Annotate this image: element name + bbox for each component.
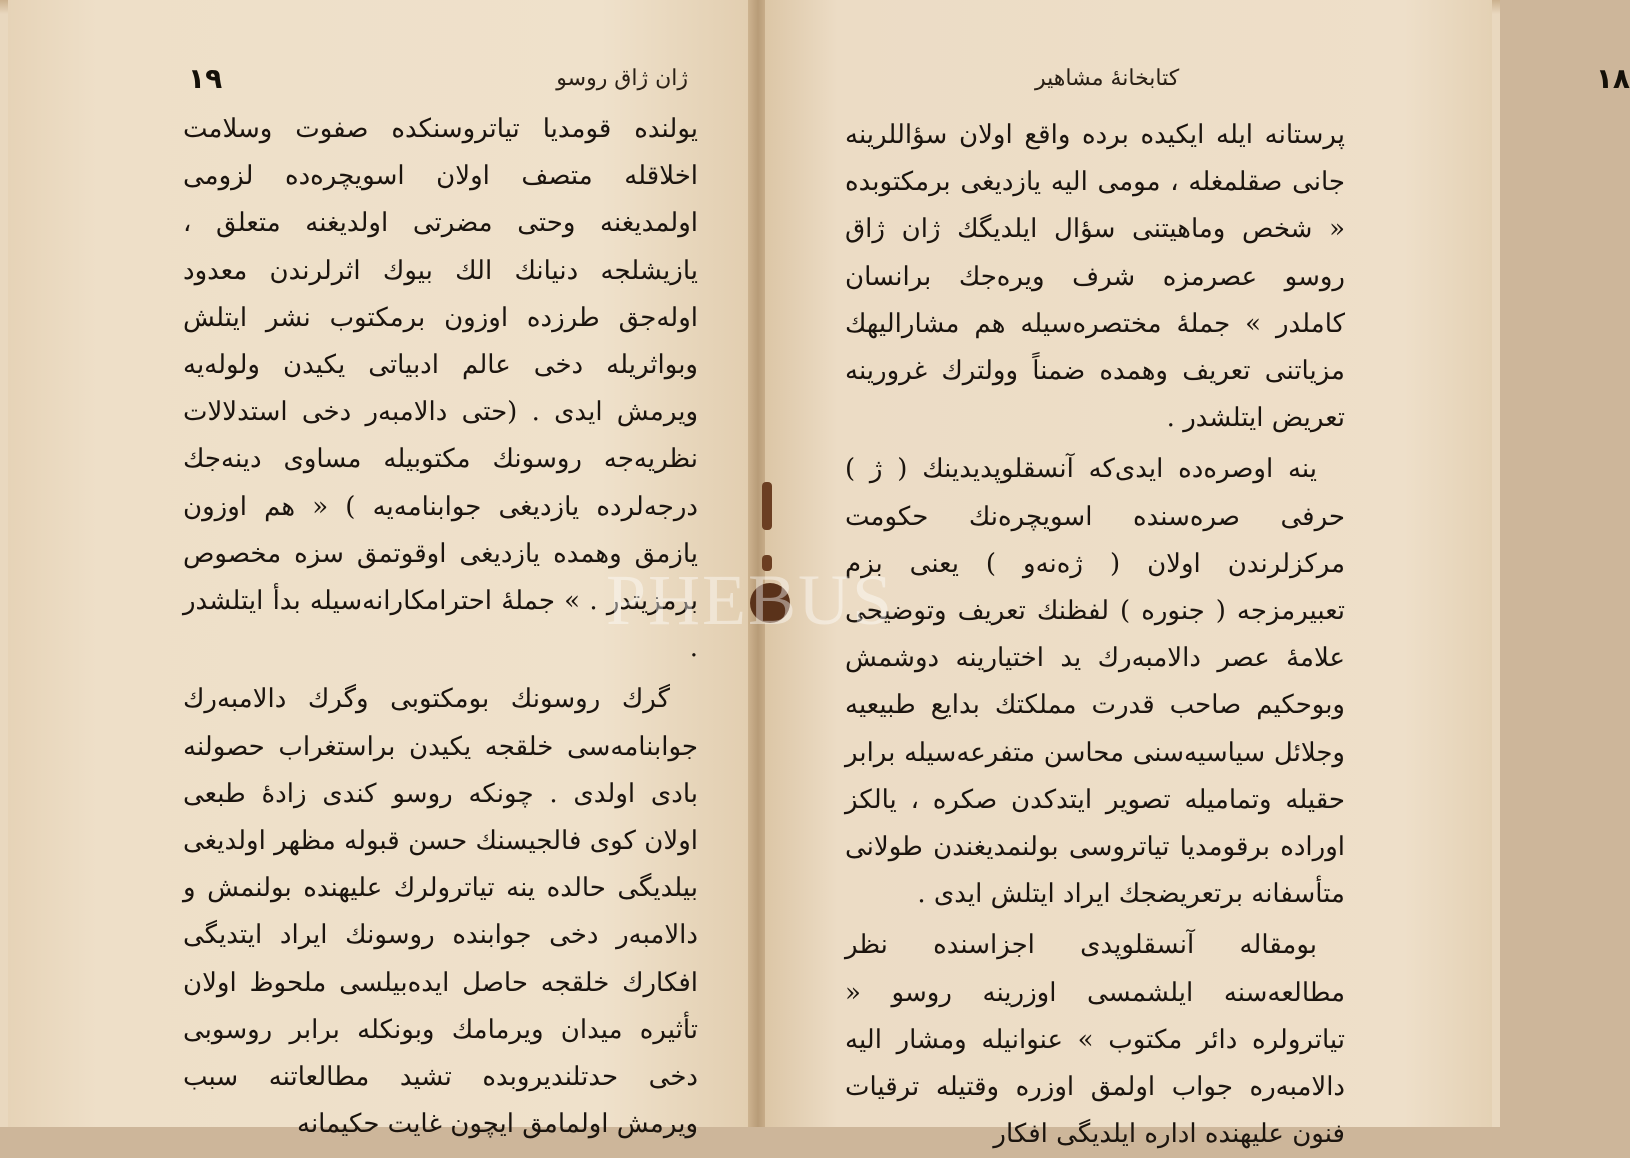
right-running-head	[1035, 56, 1630, 100]
binding-thread-upper	[762, 482, 772, 530]
left-paragraph-1: يولنده قومديا تياتروسنكده صفوت وسلامت اخلاقله متصف اولان اسويچره‌ده لزومى اولمديغنه وحتى مضرتى اولديغنه متعلق ، يازيشلجه دنيانك الك بيوك اثرلرندن معدود اوله‌جق طرزده اوزون برمكتوب نشر ايتلش وبواثريله دخى عالم ادبياتى يكيدن ولوله‌يه ويرمش ايدى . (حتى دالامبەر دخى استدلالات نظريه‌جه روسونك مكتوبيله مساوى دينه‌جك درجه‌لرده يازديغى جوابنامه‌يه ) « هم اوزون يازمق وهمده يازديغى اوقوتمق سزه مخصوص برمزيتدر . » جملهٔ احترامكارانه‌سيله بدأ ايتلشدر .	[183, 114, 698, 664]
right-page-number: ١٨	[1595, 61, 1630, 95]
binding-thread-knot	[750, 583, 790, 623]
left-running-head	[188, 56, 688, 100]
right-running-title: كتابخانهٔ مشاهير	[1035, 65, 1180, 91]
right-page	[765, 0, 1630, 1150]
watermark: PHEBUS	[605, 560, 895, 640]
left-paragraph-2: گرك روسونك بومكتوبى وگرك دالامبەرك جوابنامه‌سى خلقجه يكيدن براستغراب حصولنه بادى اولدى . چونكه روسو كندى زادهٔ طبعى اولان كوى فالجيسنك حسن قبوله مظهر اولديغى بيلديگى حالده ينه تياترولرك عليهنده بولنمش و دالامبەر دخى جوابنده روسونك ايراد ايتديگى افكارك خلقجه حاصل ايده‌بيلسى ملحوظ اولان تأثيره ميدان ويرمامك وبونكله برابر روسوبى دخى حدتلنديروبده تشيد مطالعاتنه سبب ويرمش اولمامق ايچون غايت حكيمانه	[183, 684, 698, 1140]
left-page	[8, 0, 750, 1140]
left-running-title: ژان ژاق روسو	[556, 65, 688, 91]
right-paragraph-2: ينه اوصره‌ده ايدى‌كه آنسقلوپديدينك ( ژ ) حرفى صره‌سنده اسويچره‌نك حكومت مركزلرندن اولان ( ژەنەو ) يعنى بزم تعبيرمزجه ( جنوره ) لفظنك تعريف وتوضيحى علامهٔ عصر دالامبەرك يد اختيارينه دوشمش وبوحكيم صاحب قدرت مملكتك بدايع طبيعيه وجلائل سياسيه‌سنى محاسن متفرعه‌سيله برابر حقيله وتماميله تصوير ايتدكدن صكره ، يالكز اوراده برقومديا تياتروسى بولنمديغندن طولانى متأسفانه برتعريضجك ايراد ايتلش ايدى .	[845, 454, 1345, 910]
right-paragraph-3: بومقاله آنسقلوپدى اجزاسنده نظر مطالعه‌سنه ايلشمسى اوزرينه روسو « تياترولره دائر مكتوب » عنوانيله ومشار اليه دالامبەره جواب اولمق اوزره وقتيله ترقيات فنون عليهنده اداره ايلديگى افكار	[845, 930, 1345, 1150]
left-page-text	[183, 106, 698, 1148]
right-page-text	[845, 112, 1345, 1158]
right-paragraph-1: پرستانه ايله ايكيده برده واقع اولان سؤاللرينه جانى صقلمغله ، مومى اليه يازديغى برمكتوبده « شخص وماهيتنى سؤال ايلديگك ژان ژاق روسو عصرمزه شرف ويره‌جك برانسان كاملدر » جملهٔ مختصره‌سيله هم مشاراليهك مزياتنى تعريف وهمده ضمناً وولترك غرورينه تعريض ايتلشدر .	[845, 120, 1345, 434]
left-page-number: ١٩	[188, 61, 223, 95]
binding-thread-lower	[762, 555, 772, 571]
